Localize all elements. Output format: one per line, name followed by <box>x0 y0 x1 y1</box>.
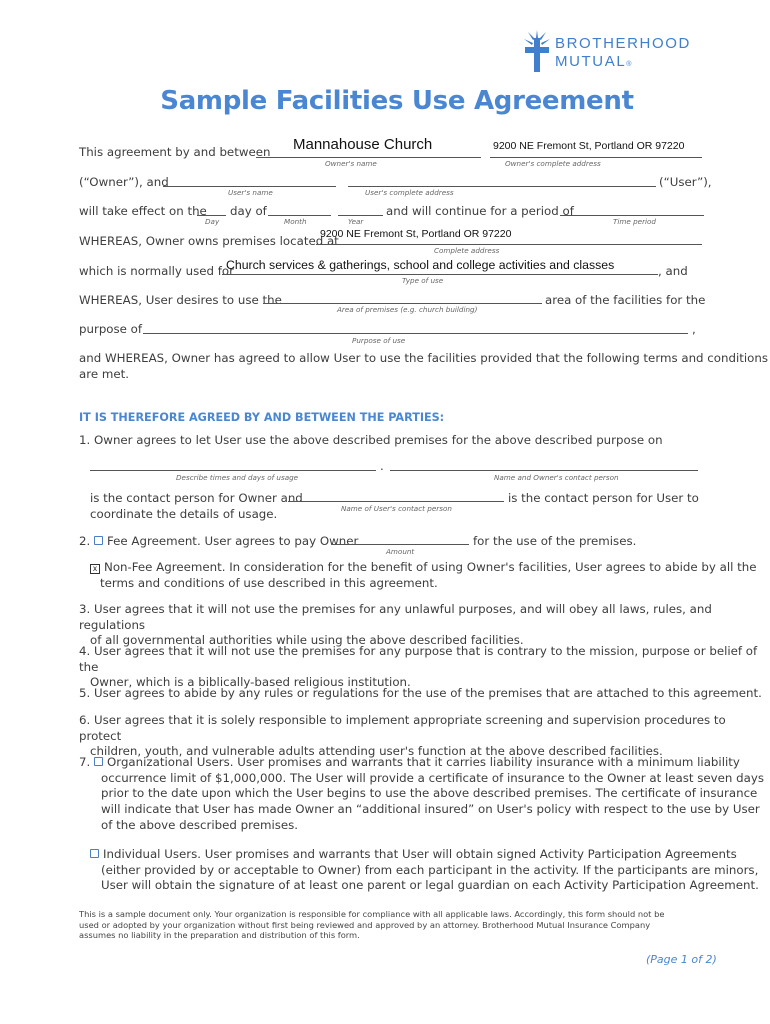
item6-line1: 6. User agrees that it is solely responsible to implement appropriate screening and supervision procedures to protect <box>79 713 726 743</box>
item4 <box>79 644 770 691</box>
purpose-caption: Purpose of use <box>352 336 406 345</box>
owner-name-value[interactable]: Mannahouse Church <box>293 136 433 153</box>
item2-num: 2. <box>79 534 91 548</box>
intro-lead: This agreement by and between <box>79 145 271 159</box>
coordinate-text: coordinate the details of usage. <box>90 507 278 521</box>
individual-checkbox[interactable] <box>90 849 99 858</box>
whereas-user: WHEREAS, User desires to use the <box>79 293 282 307</box>
user-end: (“User”), <box>659 175 712 189</box>
user-name-line[interactable] <box>163 186 336 187</box>
disclaimer-line1: This is a sample document only. Your organization is responsible for compliance with all applicable laws. Accordingly, this form should not be <box>79 909 665 919</box>
normally-used: which is normally used for <box>79 264 234 278</box>
owner-address-line[interactable] <box>490 157 702 158</box>
cross-burst-icon <box>524 30 550 72</box>
times-caption: Describe times and days of usage <box>176 473 299 482</box>
premises-address-line[interactable] <box>316 244 702 245</box>
logo-reg: ® <box>626 61 632 68</box>
item5 <box>79 686 762 702</box>
user-address-caption: User's complete address <box>365 188 454 197</box>
effect-lead: will take effect on the <box>79 204 207 218</box>
disclaimer <box>79 909 664 941</box>
month-caption: Month <box>284 217 307 226</box>
purpose-comma: , <box>692 322 696 336</box>
item4-line1: 4. User agrees that it will not use the premises for any purpose that is contrary to the mission, purpose or belief of the <box>79 644 758 674</box>
logo-line2: MUTUAL <box>555 53 627 70</box>
org-line4: will indicate that User has made Owner an “additional insured” on User's policy with respect to the use by User <box>101 802 760 817</box>
day-caption: Day <box>205 217 220 226</box>
user-address-line[interactable] <box>348 186 656 187</box>
owner-and: (“Owner”), and <box>79 175 169 189</box>
org-line3: prior to the date upon which the User begins to use the above described premises. The certificate of insurance <box>101 786 758 801</box>
user-contact-caption: Name of User's contact person <box>341 504 452 513</box>
org-line5: of the above described premises. <box>101 817 299 832</box>
nonfee-checkbox[interactable]: x <box>90 564 100 574</box>
ind-line3: User will obtain the signature of at least one parent or legal guardian on each Activity Participation Agreement. <box>101 878 759 893</box>
area-end: area of the facilities for the <box>545 293 706 307</box>
item6-line2: children, youth, and vulnerable adults attending user's function at the above described facilities. <box>90 744 663 759</box>
agreed-heading: IT IS THEREFORE AGREED BY AND BETWEEN THE PARTIES: <box>79 411 445 424</box>
area-caption: Area of premises (e.g. church building) <box>337 305 478 314</box>
premises-address-value[interactable]: 9200 NE Fremont St, Portland OR 97220 <box>320 228 512 240</box>
fee-text: Fee Agreement. User agrees to pay Owner <box>107 534 359 548</box>
item7-org <box>79 755 764 834</box>
contact-user: is the contact person for User to <box>508 491 699 505</box>
ind-line2: (either provided by or acceptable to Owner) from each participant in the activity. If the participants are minors, <box>101 862 759 877</box>
fee-checkbox[interactable] <box>94 536 103 545</box>
nonfee-paragraph <box>90 560 757 591</box>
disclaimer-line3: assumes no liability in the preparation and distribution of this form. <box>79 930 360 941</box>
nonfee-line1: Non-Fee Agreement. In consideration for the benefit of using Owner's facilities, User agrees to abide by all the <box>104 560 757 574</box>
item1-text: 1. Owner agrees to let User use the above described premises for the above described purpose on <box>79 433 663 447</box>
complete-address-caption: Complete address <box>434 246 500 255</box>
purpose-of: purpose of <box>79 322 143 336</box>
org-checkbox[interactable] <box>94 757 103 766</box>
brand-logo <box>524 30 704 74</box>
owner-address-value[interactable]: 9200 NE Fremont St, Portland OR 97220 <box>493 140 685 152</box>
item3 <box>79 602 770 649</box>
disclaimer-line2: used or adopted by your organization without first being reviewed and approved by an attorney. Brotherhood Mutual Insurance Company <box>79 919 651 930</box>
owner-name-caption: Owner's name <box>325 159 377 168</box>
nonfee-line2: terms and conditions of use described in this agreement. <box>100 575 438 590</box>
whereas-owner: WHEREAS, Owner owns premises located at <box>79 234 339 248</box>
whereas-line2: are met. <box>79 366 129 381</box>
page-label: (Page 1 of 2) <box>646 953 717 966</box>
and-text: , and <box>658 264 688 278</box>
whereas-paragraph <box>79 351 768 382</box>
continue-text: and will continue for a period of <box>386 204 574 218</box>
day-of: day of <box>230 204 267 218</box>
org-line2: occurrence limit of $1,000,000. The User will provide a certificate of insurance to the Owner at least seven days <box>101 770 764 785</box>
item1-dot: . <box>380 459 384 473</box>
area-line[interactable] <box>263 303 542 304</box>
item2-fee-row <box>79 534 358 548</box>
ind-line1: Individual Users. User promises and warrants that User will obtain signed Activity Participation Agreements <box>103 847 737 861</box>
owner-name-line[interactable] <box>256 157 481 158</box>
amount-line[interactable] <box>332 544 469 545</box>
fee-end: for the use of the premises. <box>473 534 637 548</box>
item3-line1: 3. User agrees that it will not use the premises for any unlawful purposes, and will obey all laws, rules, and regulations <box>79 602 712 632</box>
year-caption: Year <box>348 217 364 226</box>
use-type-value[interactable]: Church services & gatherings, school and college activities and classes <box>226 258 615 272</box>
times-line[interactable] <box>90 470 376 471</box>
item4-line2: Owner, which is a biblically-based religious institution. <box>90 675 411 690</box>
owner-contact-line[interactable] <box>390 470 698 471</box>
item3-line2: of all governmental authorities while using the above described facilities. <box>90 633 524 648</box>
contact-owner: is the contact person for Owner and <box>90 491 303 505</box>
user-contact-line[interactable] <box>288 501 504 502</box>
month-line[interactable] <box>268 215 331 216</box>
item7-ind <box>90 847 759 894</box>
item7-num: 7. <box>79 755 91 769</box>
page-title: Sample Facilities Use Agreement <box>160 86 634 116</box>
item6 <box>79 713 770 760</box>
user-name-caption: User's name <box>228 188 273 197</box>
day-line[interactable] <box>197 215 226 216</box>
year-line[interactable] <box>338 215 383 216</box>
use-type-line[interactable] <box>222 274 658 275</box>
amount-caption: Amount <box>386 547 415 556</box>
type-caption: Type of use <box>402 276 444 285</box>
whereas-line1: and WHEREAS, Owner has agreed to allow User to use the facilities provided that the following terms and conditions <box>79 351 768 365</box>
item5-line1: 5. User agrees to abide by any rules or regulations for the use of the premises that are attached to this agreement. <box>79 686 762 700</box>
purpose-line[interactable] <box>143 333 688 334</box>
period-caption: Time period <box>613 217 656 226</box>
logo-line1: BROTHERHOOD <box>555 35 691 52</box>
owner-address-caption: Owner's complete address <box>505 159 601 168</box>
contact-caption: Name and Owner's contact person <box>494 473 619 482</box>
org-line1: Organizational Users. User promises and warrants that it carries liability insurance with a minimum liability <box>107 755 740 769</box>
period-line[interactable] <box>560 215 704 216</box>
